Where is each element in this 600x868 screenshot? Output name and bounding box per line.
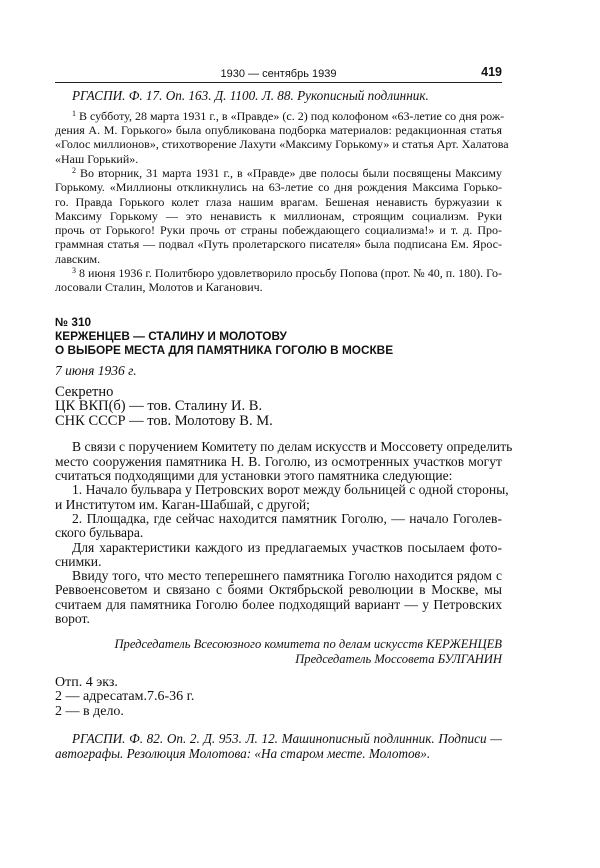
- document-body: [55, 439, 513, 626]
- text-line: дения А. М. Горького» была опубликована подборка материалов: редакционная статья: [55, 123, 502, 138]
- signature-line: Председатель Всесоюзного комитета по делам искусств КЕРЖЕНЦЕВ: [114, 637, 502, 652]
- text-line: Для характеристики каждого из предлагаемых участков посылаем фото-: [72, 539, 502, 555]
- running-header: [55, 64, 502, 83]
- distribution-line: Отп. 4 экз.: [55, 674, 118, 690]
- archive-source-bottom: [55, 732, 502, 762]
- text-line: 2. Площадка, где сейчас находится памятник Гоголю, — начало Гоголев-: [72, 510, 502, 526]
- footnote-mark: 1: [72, 108, 76, 118]
- text-line: снимки.: [55, 553, 102, 569]
- footnote-mark: 2: [72, 165, 76, 175]
- text-line: [55, 266, 502, 280]
- text-line: и Институтом им. Каган-Шабшай, с другой;: [55, 496, 310, 512]
- footnotes: [55, 108, 509, 295]
- page-number: 419: [481, 65, 502, 79]
- distribution-line: 2 — в дело.: [55, 703, 124, 719]
- footnote-text: Во вторник, 31 марта 1931 г., в «Правде» две полосы были посвящены Максиму: [80, 165, 503, 180]
- document-date: 7 июня 1936 г.: [55, 362, 137, 378]
- document-title-line: КЕРЖЕНЦЕВ — СТАЛИНУ И МОЛОТОВУ: [55, 328, 287, 343]
- text-line: считаться подходящими для установки этого памятника следующие:: [55, 468, 453, 484]
- footnote-text: В субботу, 28 марта 1931 г., в «Правде» (с. 2) под колофоном «63-летие со дня рож-: [79, 108, 505, 123]
- text-line: лосовали Сталин, Молотов и Каганович.: [55, 280, 263, 295]
- document-number: № 310: [55, 314, 92, 329]
- text-line: лавским.: [55, 251, 101, 266]
- text-line: ского бульвара.: [55, 525, 144, 541]
- text-line: Реввоенсоветом и связано с боями Октябрьской революции в Москве, мы: [55, 582, 502, 598]
- text-line: граммная статья — подвал «Путь пролетарского писателя» была подписана Ем. Ярос-: [55, 237, 502, 252]
- document-heading: [55, 315, 502, 357]
- text-line: Максиму Горькому — это ненависть к миллионам, строящим социализм. Руки: [55, 208, 502, 223]
- addressee-line: СНК СССР — тов. Молотову В. М.: [55, 412, 273, 429]
- text-line: место сооружения памятника Н. В. Гоголю, из осмотренных участков могут: [55, 453, 502, 469]
- text-line: «Наш Горький».: [55, 151, 139, 166]
- running-title: 1930 — сентябрь 1939: [220, 68, 337, 80]
- document-title-line: О ВЫБОРЕ МЕСТА ДЛЯ ПАМЯТНИКА ГОГОЛЮ В МОСКВЕ: [55, 342, 394, 357]
- text-line: В связи с поручением Комитету по делам искусств и Моссовету определить: [72, 439, 513, 455]
- text-line: Ввиду того, что место теперешнего памятника Гоголю находится рядом с: [72, 568, 502, 584]
- text-line: го. Правда Горького колет глаза нашим врагам. Бешеная ненависть буржуазии к: [55, 194, 502, 209]
- footnote-text: 8 июня 1936 г. Политбюро удовлетворило просьбу Попова (прот. № 40, п. 180). Го-: [79, 266, 503, 281]
- archive-source-top: РГАСПИ. Ф. 17. Оп. 163. Д. 1100. Л. 88. Рукописный подлинник.: [72, 88, 429, 103]
- text-line: 1. Начало бульвара у Петровских ворот между больницей с одной стороны,: [72, 482, 509, 498]
- signatures: [55, 637, 502, 665]
- text-line: автографы. Резолюция Молотова: «На старом месте. Молотов».: [55, 746, 431, 762]
- signature-line: Председатель Моссовета БУЛГАНИН: [295, 651, 502, 666]
- distribution-notes: [55, 676, 502, 720]
- addressee-line: ЦК ВКП(б) — тов. Сталину И. В.: [55, 398, 263, 415]
- text-line: ворот.: [55, 611, 90, 626]
- text-line: [55, 108, 505, 123]
- distribution-line: 2 — адресатам.7.6-36 г.: [55, 689, 195, 705]
- text-line: прочь от Горького! Руки прочь от страны побеждающего социализма!» и т. д. Про-: [55, 223, 502, 238]
- text-line: «Голос миллионов», стихотворение Лахути «Максиму Горькому» и статья Арт. Халатова: [55, 137, 509, 152]
- text-line: Горькому. «Миллионы откликнулись на 63-летие со дня рождения Максима Горько-: [55, 180, 502, 195]
- text-line: РГАСПИ. Ф. 82. Оп. 2. Д. 953. Л. 12. Машинописный подлинник. Подписи —: [72, 731, 502, 747]
- classification: Секретно: [55, 383, 114, 400]
- text-line: [55, 166, 502, 180]
- text-line: считаем для памятника Гоголю более подходящий вариант — у Петровских: [55, 596, 502, 612]
- addressees: [55, 385, 502, 429]
- page: [55, 0, 513, 762]
- footnote-mark: 3: [72, 266, 76, 276]
